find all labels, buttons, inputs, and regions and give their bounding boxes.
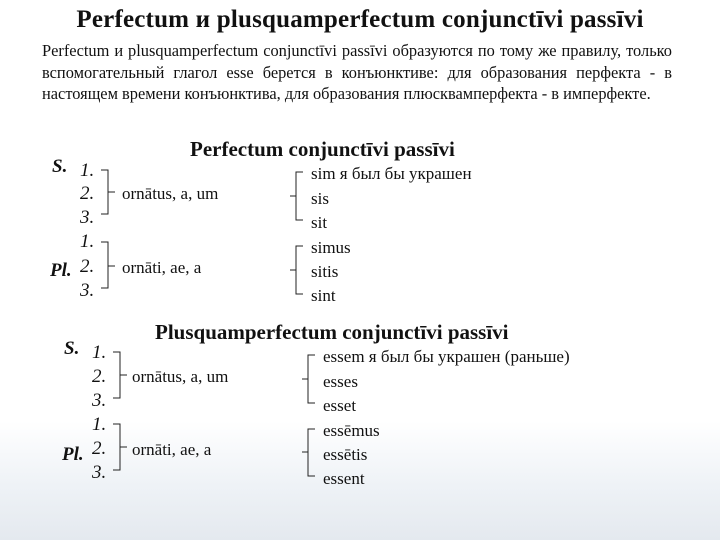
plusquam-form: essem я был бы украшен (раньше) bbox=[323, 347, 570, 366]
perfect-form: sis bbox=[311, 189, 329, 208]
plusquam-heading: Plusquamperfectum conjunctīvi passīvi bbox=[155, 320, 509, 344]
plusquam-number: 2. bbox=[92, 438, 107, 459]
perfect-form: sint bbox=[311, 286, 336, 305]
bracket-perfect-numbers-sg bbox=[101, 170, 115, 214]
plusquam-form: essent bbox=[323, 469, 365, 488]
plusquam-singular-label: S. bbox=[64, 338, 80, 359]
bracket-plusquam-numbers-pl bbox=[113, 424, 127, 470]
plusquam-number: 2. bbox=[92, 366, 107, 387]
bracket-perfect-forms-sg bbox=[290, 172, 303, 220]
perfect-form: sit bbox=[311, 213, 328, 232]
bracket-plusquam-numbers-sg bbox=[113, 352, 127, 398]
plusquam-form: esses bbox=[323, 372, 358, 391]
perfect-number: 1. bbox=[80, 231, 95, 252]
plusquam-number: 1. bbox=[92, 414, 107, 435]
plusquam-number: 3. bbox=[92, 462, 107, 483]
perfect-participle-singular: ornātus, a, um bbox=[122, 184, 219, 203]
perfect-form: simus bbox=[311, 238, 351, 257]
bracket-plusquam-forms-pl bbox=[302, 429, 315, 476]
perfect-number: 1. bbox=[80, 160, 95, 181]
page-title: Perfectum и plusquamperfectum conjunctīvi passīvi bbox=[76, 6, 644, 33]
bracket-perfect-numbers-pl bbox=[101, 242, 115, 288]
perfect-plural-label: Pl. bbox=[50, 260, 72, 281]
plusquam-plural-label: Pl. bbox=[62, 444, 84, 465]
plusquam-participle-singular: ornātus, a, um bbox=[132, 367, 229, 386]
plusquam-form: esset bbox=[323, 396, 357, 415]
bracket-perfect-forms-pl bbox=[290, 246, 303, 294]
intro-paragraph: Perfectum и plusquamperfectum conjunctīvi passīvi образуются по тому же правилу, только вспомогательный глагол esse берется в конъюнктиве: для образования перфекта - в настоящем времени конъюнктива, для образования плюсквамперфекта - в имперфекте. bbox=[42, 41, 672, 103]
plusquam-form: essētis bbox=[323, 445, 368, 464]
perfect-singular-label: S. bbox=[52, 156, 68, 177]
plusquam-form: essēmus bbox=[323, 421, 380, 440]
plusquam-participle-plural: ornāti, ae, a bbox=[132, 440, 212, 459]
perfect-form: sim я был бы украшен bbox=[311, 164, 472, 183]
perfect-form: sitis bbox=[311, 262, 339, 281]
perfect-number: 2. bbox=[80, 256, 95, 277]
perfect-participle-plural: ornāti, ae, a bbox=[122, 258, 202, 277]
plusquam-number: 1. bbox=[92, 342, 107, 363]
bracket-plusquam-forms-sg bbox=[302, 355, 315, 403]
perfect-heading: Perfectum conjunctīvi passīvi bbox=[190, 137, 455, 161]
perfect-number: 3. bbox=[80, 280, 95, 301]
perfect-number: 2. bbox=[80, 183, 95, 204]
plusquam-number: 3. bbox=[92, 390, 107, 411]
perfect-number: 3. bbox=[80, 207, 95, 228]
